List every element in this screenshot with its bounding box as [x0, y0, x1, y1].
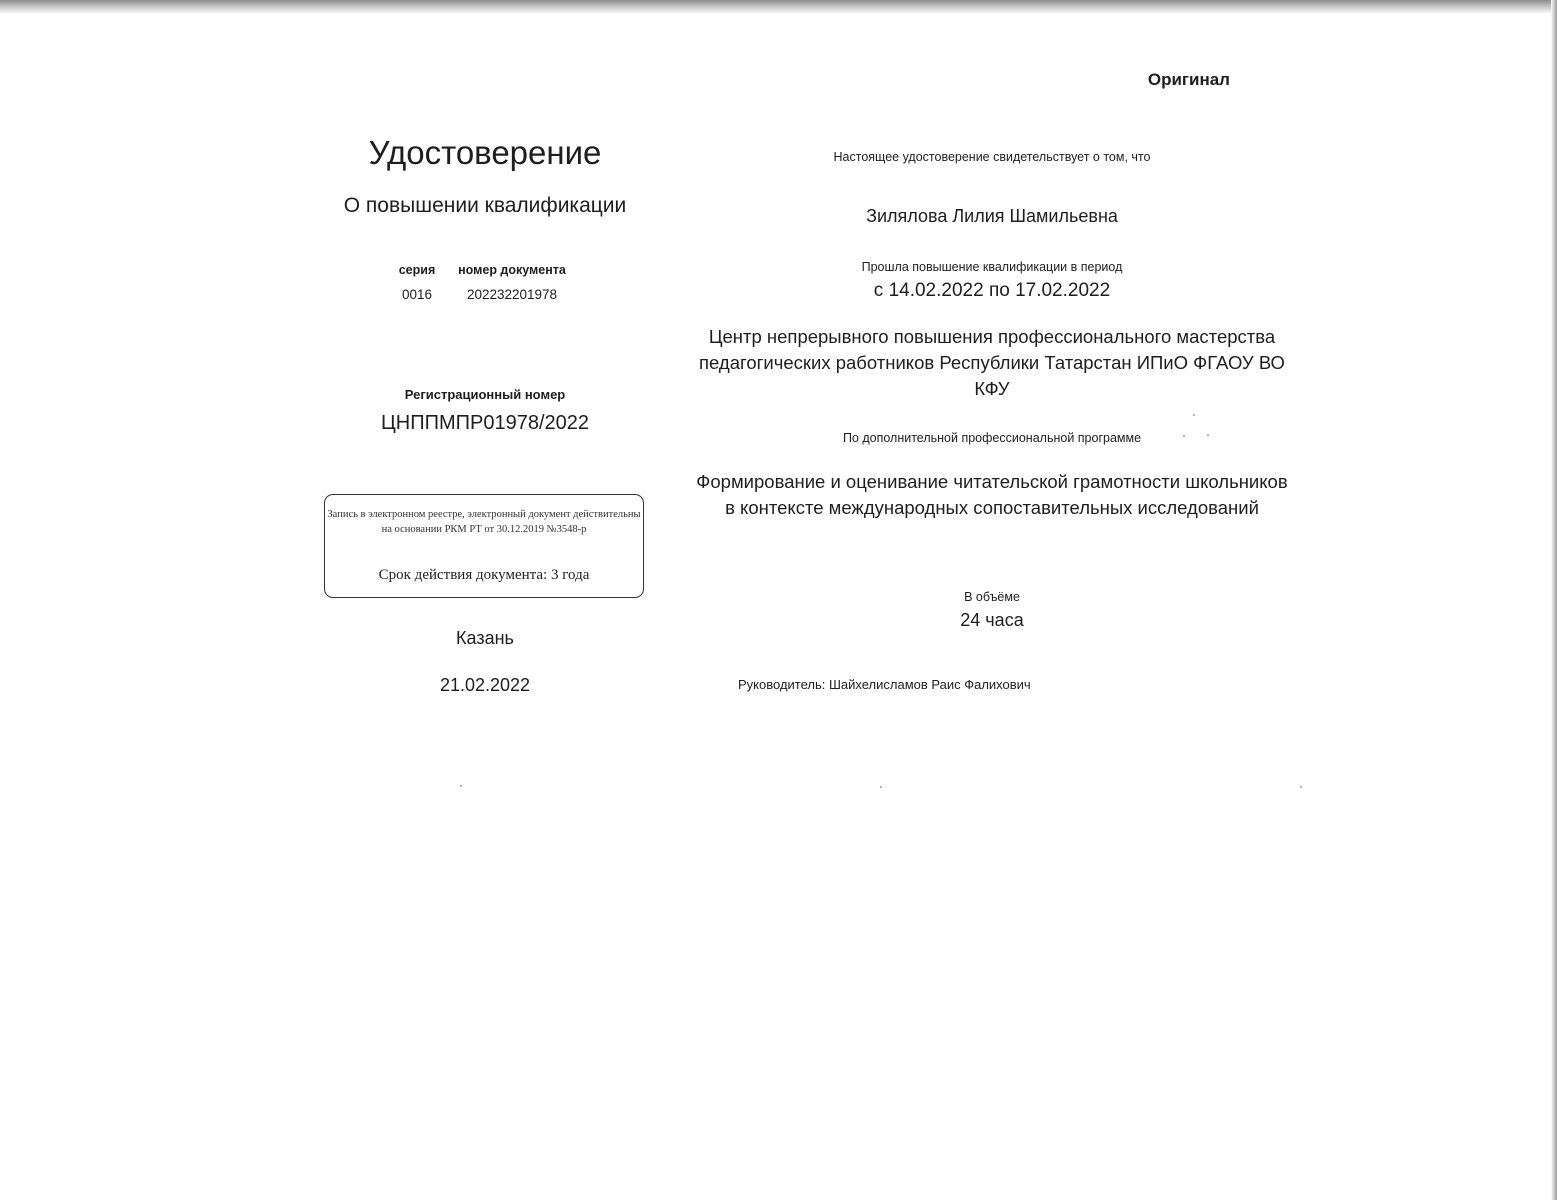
program-name: Формирование и оценивание читательской грамотности школьников в контексте международных сопоставительных исследований — [696, 471, 1288, 518]
volume-label: В объёме — [964, 590, 1020, 604]
series-label: серия — [398, 263, 436, 277]
scan-speck — [1300, 786, 1302, 788]
director-signature-line: Руководитель: Шайхелисламов Раис Фалихович — [738, 677, 1031, 692]
document-number-block — [442, 263, 582, 302]
series-value: 0016 — [401, 287, 433, 302]
document-title: Удостоверение — [368, 134, 602, 171]
document-number-label: номер документа — [458, 263, 566, 277]
program-label: По дополнительной профессиональной программе — [842, 431, 1142, 445]
issue-city: Казань — [456, 628, 514, 648]
scan-speck — [1193, 414, 1195, 416]
holder-full-name: Зилялова Лилия Шамильевна — [866, 206, 1118, 226]
registration-number: ЦНППМПР01978/2022 — [380, 412, 590, 434]
scan-top-edge — [0, 0, 1557, 14]
organization-name: Центр непрерывного повышения профессионального мастерства педагогических работников Республики Татарстан ИПиО ФГАОУ ВО КФУ — [699, 326, 1285, 399]
training-period: с 14.02.2022 по 17.02.2022 — [873, 280, 1111, 301]
issue-date: 21.02.2022 — [439, 675, 531, 695]
document-number-value: 202232201978 — [466, 287, 558, 302]
volume-hours: 24 часа — [960, 610, 1024, 630]
validity-period: Срок действия документа: 3 года — [378, 567, 590, 583]
scan-speck — [460, 785, 462, 787]
registration-label: Регистрационный номер — [404, 387, 566, 402]
scan-speck — [880, 786, 882, 788]
registry-stamp-box — [324, 494, 644, 598]
scan-right-edge — [1551, 0, 1557, 1200]
document-subtitle: О повышении квалификации — [343, 194, 627, 217]
registry-note: Запись в электронном реестре, электронный документ действительны на основании РКМ РТ от 30.12.2019 №3548-р — [327, 509, 641, 535]
training-period-label: Прошла повышение квалификации в период — [861, 260, 1123, 274]
certification-statement: Настоящее удостоверение свидетельствует о том, что — [833, 150, 1151, 164]
original-mark: Оригинал — [1147, 70, 1230, 89]
